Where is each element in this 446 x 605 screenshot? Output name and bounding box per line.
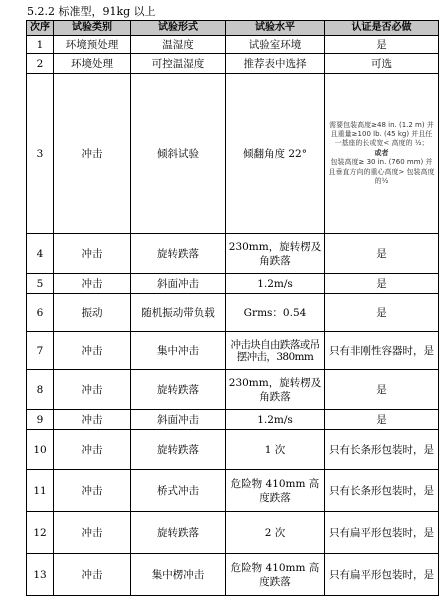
condition-or: 或者 [374,148,389,157]
cell-level: 试验室环境 [226,36,325,54]
cell-level: Grms：0.54 [226,294,325,332]
cell-no: 5 [27,274,54,294]
cell-level: 1.2m/s [226,410,325,430]
cell-required: 是 [325,370,439,410]
cell-category: 环境预处理 [54,36,131,54]
cell-category: 冲击 [54,430,131,470]
cell-category: 冲击 [54,234,131,274]
cell-form: 斜面冲击 [131,410,226,430]
condition-text-a: 需要包装高度≥48 in. (1.2 m) 并且重量≥100 lb. (45 kg) 并且任一基座的长或宽< 高度的 ½； [329,120,434,148]
cell-no: 7 [27,332,54,370]
cell-form: 可控温湿度 [131,54,226,74]
cell-required: 是 [325,294,439,332]
cell-form: 桥式冲击 [131,470,226,512]
cell-form: 旋转跌落 [131,512,226,554]
cell-no: 2 [27,54,54,74]
cell-form: 旋转跌落 [131,234,226,274]
table-row [27,54,439,74]
cell-level: 危险物 410mm 高度跌落 [226,470,325,512]
cell-required-condition [325,74,439,234]
cell-category: 振动 [54,294,131,332]
test-table [26,20,439,596]
table-row [27,74,439,234]
cell-form: 集中楞冲击 [131,554,226,596]
table-row [27,470,439,512]
table-row [27,554,439,596]
cell-required: 是 [325,234,439,274]
column-header-required: 认证是否必做 [325,21,439,36]
cell-form: 倾斜试验 [131,74,226,234]
column-header-category: 试验类别 [54,21,131,36]
cell-required: 是 [325,410,439,430]
table-row [27,274,439,294]
table-header-row [27,21,439,36]
cell-no: 1 [27,36,54,54]
table-row [27,410,439,430]
cell-level: 推荐表中选择 [226,54,325,74]
cell-required: 只有长条形包装时，是 [325,430,439,470]
cell-level: 倾翻角度 22° [226,74,325,234]
cell-required: 是 [325,36,439,54]
cell-level: 1 次 [226,430,325,470]
cell-required: 只有非刚性容器时，是 [325,332,439,370]
cell-level: 1.2m/s [226,274,325,294]
cell-level: 危险物 410mm 高度跌落 [226,554,325,596]
cell-no: 8 [27,370,54,410]
cell-form: 斜面冲击 [131,274,226,294]
table-row [27,430,439,470]
cell-level: 2 次 [226,512,325,554]
cell-level: 230mm，旋转楞及角跌落 [226,234,325,274]
cell-form: 温湿度 [131,36,226,54]
table-row [27,370,439,410]
cell-category: 冲击 [54,74,131,234]
cell-no: 12 [27,512,54,554]
cell-category: 冲击 [54,512,131,554]
cell-category: 冲击 [54,332,131,370]
cell-no: 13 [27,554,54,596]
cell-required: 只有扁平形包装时，是 [325,512,439,554]
cell-level: 230mm，旋转楞及角跌落 [226,370,325,410]
cell-required: 可选 [325,54,439,74]
column-header-level: 试验水平 [226,21,325,36]
cell-category: 冲击 [54,554,131,596]
table-row [27,512,439,554]
cell-no: 9 [27,410,54,430]
cell-category: 环境处理 [54,54,131,74]
column-header-form: 试验形式 [131,21,226,36]
cell-required: 只有长条形包装时，是 [325,470,439,512]
cell-no: 11 [27,470,54,512]
cell-category: 冲击 [54,274,131,294]
column-header-no: 次序 [27,21,54,36]
cell-form: 随机振动带负载 [131,294,226,332]
cell-level: 冲击块自由跌落或吊摆冲击，380mm [226,332,325,370]
table-row [27,36,439,54]
table-row [27,234,439,274]
cell-form: 旋转跌落 [131,430,226,470]
condition-text-b: 包装高度≥ 30 in. (760 mm) 并且垂直方向的重心高度> 包装高度的½ [328,158,435,186]
cell-no: 10 [27,430,54,470]
table-row [27,332,439,370]
cell-no: 4 [27,234,54,274]
section-heading: 5.2.2 标准型，91kg 以上 [27,5,156,18]
cell-required: 是 [325,274,439,294]
cell-category: 冲击 [54,370,131,410]
cell-no: 3 [27,74,54,234]
cell-category: 冲击 [54,470,131,512]
cell-form: 旋转跌落 [131,370,226,410]
table-row [27,294,439,332]
cell-form: 集中冲击 [131,332,226,370]
cell-category: 冲击 [54,410,131,430]
cell-no: 6 [27,294,54,332]
cell-required: 只有扁平形包装时，是 [325,554,439,596]
